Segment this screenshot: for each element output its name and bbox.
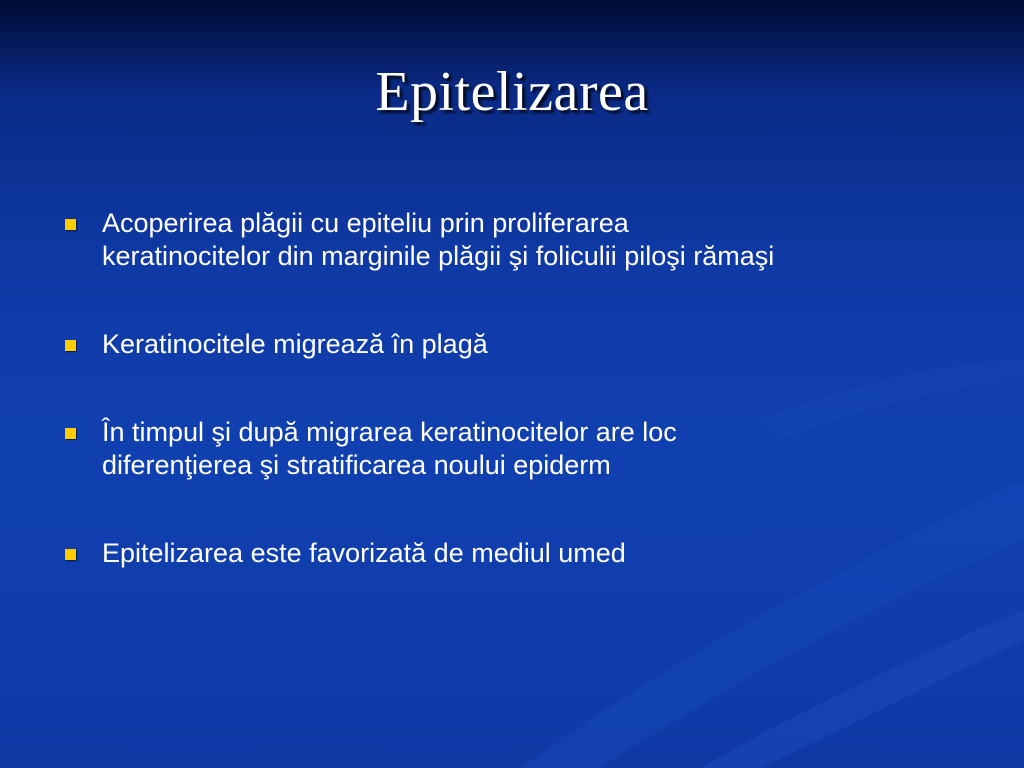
square-bullet-icon bbox=[65, 340, 76, 351]
bullet-list bbox=[62, 207, 992, 570]
slide-title: Epitelizarea bbox=[375, 61, 649, 123]
bullet-line: diferenţierea şi stratificarea noului epiderm bbox=[102, 450, 611, 480]
bullet-line: keratinocitelor din marginile plăgii şi foliculii piloşi rămaşi bbox=[102, 241, 775, 271]
bullet-item bbox=[62, 207, 992, 273]
bullet-line: Keratinocitele migrează în plagă bbox=[102, 329, 488, 359]
bullet-item bbox=[62, 328, 992, 361]
square-bullet-icon bbox=[65, 428, 76, 439]
square-bullet-icon bbox=[65, 219, 76, 230]
bullet-line: În timpul şi după migrarea keratinocitelor are loc bbox=[102, 417, 677, 447]
bullet-item bbox=[62, 416, 992, 482]
square-bullet-icon bbox=[65, 549, 76, 560]
bullet-line: Acoperirea plăgii cu epiteliu prin proliferarea bbox=[102, 208, 629, 238]
bullet-line: Epitelizarea este favorizată de mediul umed bbox=[102, 538, 626, 568]
bullet-item bbox=[62, 537, 992, 570]
